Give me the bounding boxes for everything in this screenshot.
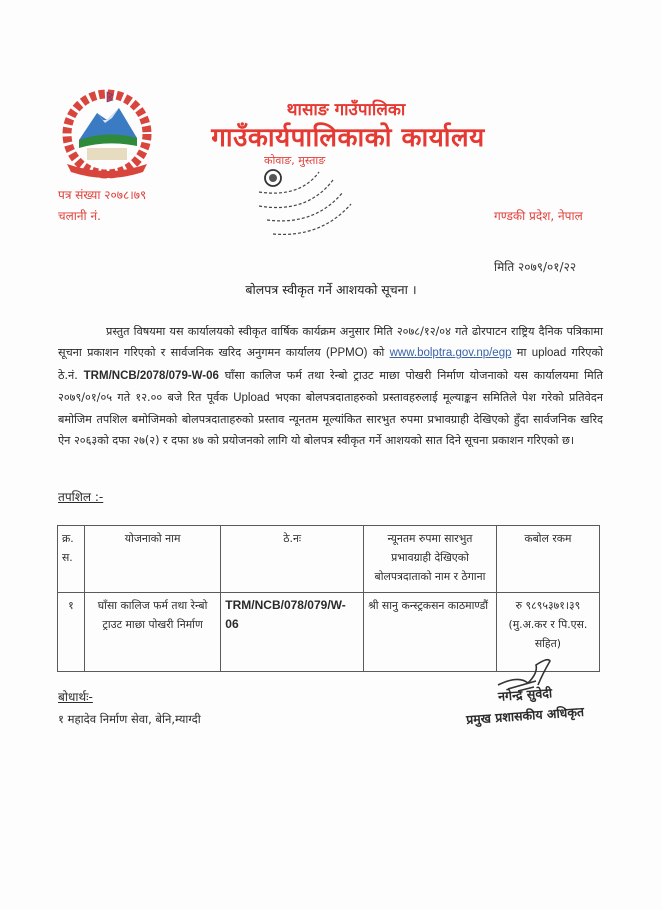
letter-date: मिति २०७९/०१/२२ bbox=[494, 260, 577, 274]
bid-amount-value: रु ९८९५३७१।३९ bbox=[515, 599, 581, 612]
body-text: गरिएको ठे.नं. bbox=[58, 346, 603, 382]
header-tender-number: ठे.नः bbox=[221, 526, 364, 593]
header-serial: क्र. स. bbox=[58, 526, 85, 593]
row-tender-number: TRM/NCB/078/079/W-06 bbox=[221, 593, 364, 672]
details-label: तपशिल :- bbox=[58, 490, 104, 504]
letter-subject: बोलपत्र स्वीकृत गर्ने आशयको सूचना । bbox=[245, 282, 417, 297]
body-text: मा bbox=[516, 346, 527, 360]
signatory-name: नगेन्द्र सुवेदी bbox=[497, 685, 553, 704]
row-serial: १ bbox=[58, 593, 85, 672]
header-project-name: योजनाको नाम bbox=[84, 526, 220, 593]
body-text: प्रस्तुत विषयमा यस कार्यालयको स्वीकृत वार्षिक कार्यक्रम अनुसार मिति २०७८/१२/०४ गते ढोरपाटन राष्ट्रिय दैनिक पत्रिकामा सूचना प्रकाशन गरिएको र सार्वजनिक खरिद अनुगमन कार्यालय bbox=[58, 325, 603, 360]
body-text: Upload bbox=[233, 391, 270, 404]
body-text: भएका बोलपत्रदाताहरुको प्रस्तावहरुलाई मूल्याङ्कन समितिले पेश गरेको प्रतिवेदन बमोजिम तपशिल बमोजिमको बोलपत्रदाताहरुको प्रस्ताव न्यूनतम मूल्यांकित सारभुत रुपमा प्रभावग्राही देखिएको हुँदा सार्वजनिक खरिद ऐन २०६३को दफा २७(२) र दफा ४७ को प्रयोजनको लागि यो बोलपत्र स्वीकृत गर्ने आशयको सात दिने सूचना प्रकाशन गरिएको छ। bbox=[58, 390, 604, 448]
body-text: को bbox=[372, 346, 385, 360]
body-text: घाँसा कालिज फर्म तथा रेन्बो ट्राउट माछा पोखरी निर्माण योजनाको यस कार्यालयमा मिति २०७९/०१/०५ गते १२.०० बजे रित पूर्वक bbox=[58, 368, 603, 404]
ppmo-abbrev: (PPMO) bbox=[325, 347, 368, 360]
bid-amount-note: (मु.अ.कर र पि.एस. सहित) bbox=[508, 618, 588, 650]
body-text: upload bbox=[531, 347, 567, 360]
cc-label: बोधार्थः- bbox=[58, 690, 93, 704]
row-project-name: घाँसा कालिज फर्म तथा रेन्बो ट्राउट माछा पोखरी निर्माण bbox=[84, 593, 220, 672]
dispatch-number: चलानी नं. bbox=[58, 209, 101, 223]
table-header-row bbox=[58, 526, 600, 593]
tender-reference: TRM/NCB/2078/079-W-06 bbox=[83, 369, 219, 382]
office-address: कोवाङ, मुस्ताङ bbox=[264, 154, 326, 167]
province-address: गण्डकी प्रदेश, नेपाल bbox=[494, 209, 583, 223]
letter-number: पत्र संख्या २०७८।७९ bbox=[58, 188, 147, 202]
row-bidder: श्री सानु कन्स्ट्रकसन काठमाण्डौं bbox=[364, 593, 497, 672]
office-name: गाउँकार्यपालिकाको कार्यालय bbox=[211, 123, 485, 153]
municipality-name: थासाङ गाउँपालिका bbox=[286, 100, 406, 120]
notice-body bbox=[58, 321, 603, 452]
bid-details-table bbox=[57, 525, 600, 672]
egp-link[interactable]: www.bolptra.gov.np/egp bbox=[389, 347, 512, 360]
header-bid-amount: कबोल रकम bbox=[496, 526, 599, 593]
signatory-title: प्रमुख प्रशासकीय अधिकृत bbox=[465, 703, 585, 728]
official-stamp bbox=[245, 168, 360, 240]
cc-item: १ महादेव निर्माण सेवा, बेनि,म्याग्दी bbox=[58, 712, 201, 726]
header-bidder: न्यूनतम रुपमा सारभुत प्रभावग्राही देखिएको बोलपत्रदाताको नाम र ठेगाना bbox=[364, 526, 497, 593]
